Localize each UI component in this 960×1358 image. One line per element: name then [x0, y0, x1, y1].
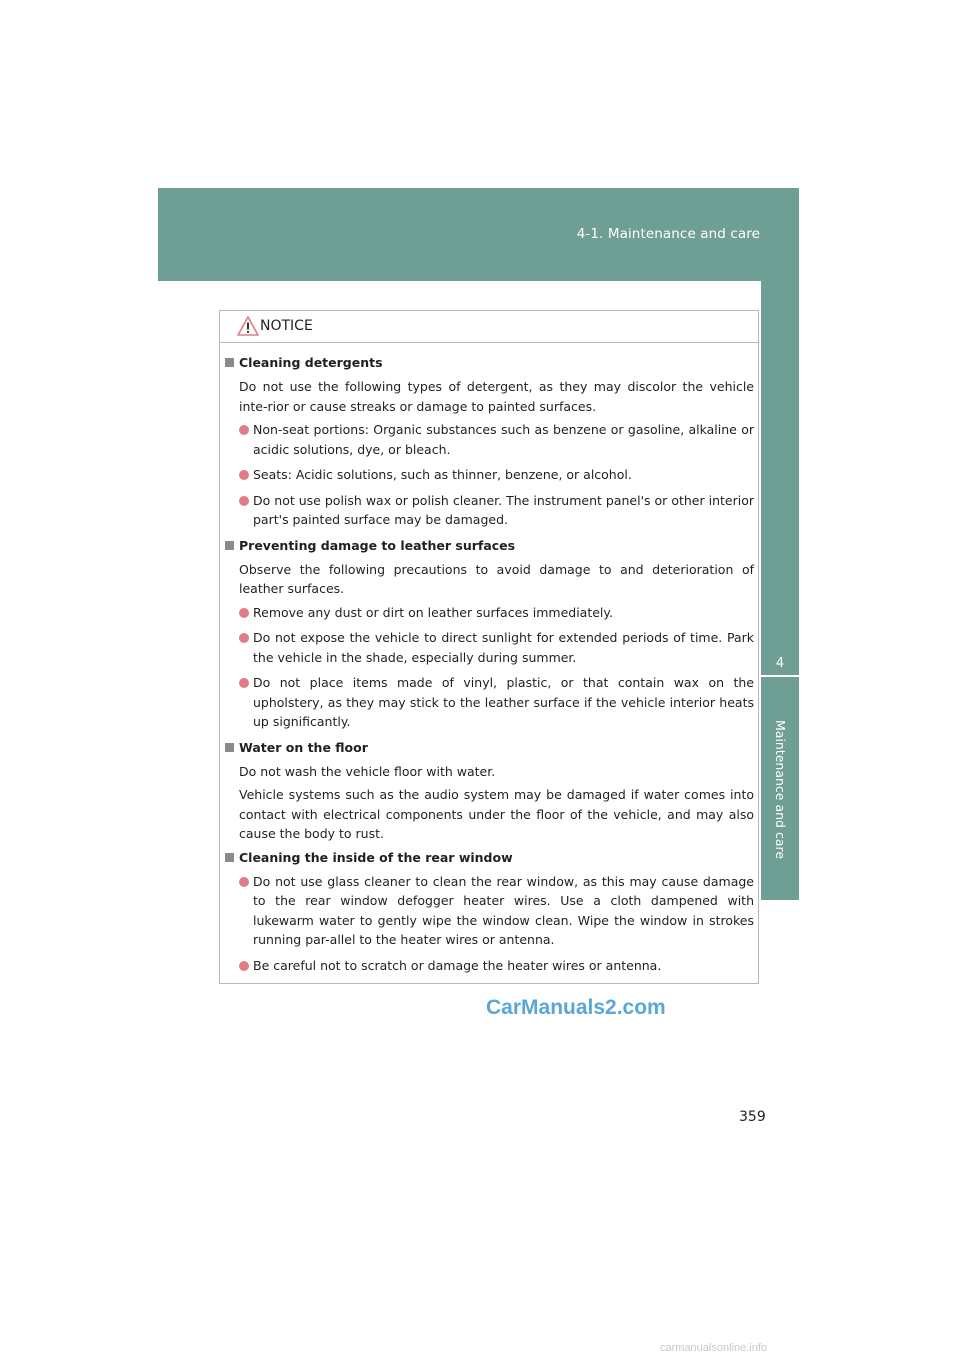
bullet-text: Non-seat portions: Organic substances such as benzene or gasoline, alkaline or acidic solutions, dye, or bleach.	[253, 422, 754, 457]
warning-icon	[237, 316, 259, 336]
chapter-number: 4	[775, 656, 785, 671]
notice-section	[220, 536, 760, 732]
section-heading	[220, 536, 760, 556]
header-band	[158, 188, 799, 281]
section-paragraph: Do not wash the vehicle floor with water.	[239, 763, 496, 779]
bullet-item	[220, 603, 760, 623]
bullet-item	[220, 673, 760, 732]
bullet-dot-icon	[239, 496, 249, 506]
bullet-item	[220, 465, 760, 485]
watermark-logo: CarManuals2.com	[486, 996, 666, 1019]
bullet-dot-icon	[239, 425, 249, 435]
bullet-text: Do not use polish wax or polish cleaner. The instrument panel's or other interior part's painted surface may be damaged.	[253, 492, 754, 527]
bullet-item	[220, 956, 760, 976]
footer-watermark: carmanualsonline.info	[660, 1342, 768, 1354]
square-bullet-icon	[225, 743, 234, 752]
notice-section	[220, 738, 760, 844]
bullet-text: Be careful not to scratch or damage the heater wires or antenna.	[253, 957, 662, 973]
notice-body	[220, 353, 760, 981]
notice-box	[219, 310, 759, 984]
tab-divider	[761, 675, 799, 677]
bullet-text: Do not place items made of vinyl, plastic, or that contain wax on the upholstery, as they may stick to the leather surface if the vehicle interior heats up significantly.	[253, 675, 754, 729]
chapter-side-tab	[761, 280, 799, 900]
bullet-dot-icon	[239, 678, 249, 688]
notice-section	[220, 353, 760, 530]
bullet-item	[220, 628, 760, 667]
section-heading	[220, 738, 760, 758]
bullet-item	[220, 420, 760, 459]
chapter-label: Maintenance and care	[773, 720, 788, 860]
square-bullet-icon	[225, 358, 234, 367]
section-paragraph: Vehicle systems such as the audio system may be damaged if water comes into contact with electrical components under the floor of the vehicle, and may also cause the body to rust.	[239, 787, 754, 841]
bullet-text: Remove any dust or dirt on leather surfaces immediately.	[253, 604, 613, 620]
notice-section	[220, 848, 760, 976]
page-number: 359	[739, 1109, 766, 1125]
section-heading	[220, 353, 760, 373]
square-bullet-icon	[225, 853, 234, 862]
bullet-dot-icon	[239, 608, 249, 618]
bullet-dot-icon	[239, 877, 249, 887]
section-heading-text: Preventing damage to leather surfaces	[239, 537, 516, 553]
bullet-text: Do not expose the vehicle to direct sunlight for extended periods of time. Park the vehicle in the shade, especially during summer.	[253, 630, 754, 665]
section-heading-text: Water on the floor	[239, 739, 368, 755]
section-heading-text: Cleaning detergents	[239, 355, 383, 370]
bullet-text: Seats: Acidic solutions, such as thinner, benzene, or alcohol.	[253, 467, 632, 482]
notice-header	[220, 311, 758, 343]
section-paragraph: Do not use the following types of detergent, as they may discolor the vehicle inte-rior or cause streaks or damage to painted surfaces.	[239, 379, 754, 414]
bullet-dot-icon	[239, 633, 249, 643]
section-paragraph: Observe the following precautions to avoid damage to and deterioration of leather surfaces.	[239, 561, 754, 596]
bullet-item	[220, 491, 760, 530]
square-bullet-icon	[225, 541, 234, 550]
bullet-item	[220, 872, 760, 950]
notice-title: NOTICE	[260, 318, 313, 334]
section-title: 4-1. Maintenance and care	[576, 226, 760, 242]
bullet-dot-icon	[239, 470, 249, 480]
section-heading-text: Cleaning the inside of the rear window	[239, 849, 513, 865]
section-heading	[220, 848, 760, 868]
bullet-dot-icon	[239, 961, 249, 971]
bullet-text: Do not use glass cleaner to clean the rear window, as this may cause damage to the rear window defogger heater wires. Use a cloth dampened with lukewarm water to gently wipe the window clean. Wipe the window in strokes running par-allel to the heater wires or antenna.	[253, 873, 754, 947]
